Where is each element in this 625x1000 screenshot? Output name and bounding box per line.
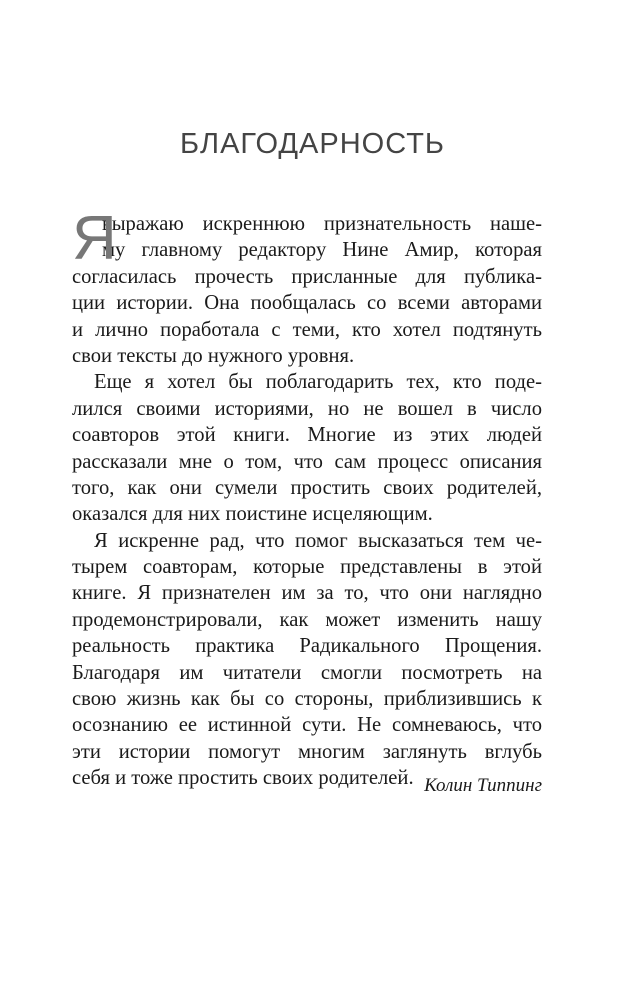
text-line: согласилась прочесть присланные для публика- (72, 265, 542, 288)
text-line: свою жизнь как бы со стороны, приблизившись к (72, 688, 542, 711)
text-line: реальность практика Радикального Прощения. (72, 635, 542, 658)
text-line: Еще я хотел бы поблагодарить тех, кто поде- (94, 371, 542, 394)
text-line: Я искренне рад, что помог высказаться тем че- (94, 529, 542, 552)
text-line: оказался для них поистине исцеляющим. (72, 503, 433, 526)
text-line: рассказали мне о том, что сам процесс описания (72, 450, 542, 473)
paragraph-1 (72, 204, 542, 369)
text-line: Благодаря им читатели смогли посмотреть на (72, 661, 542, 684)
drop-cap: Я (72, 204, 117, 273)
text-line: свои тексты до нужного уровня. (72, 344, 355, 367)
author-signature: Колин Типпинг (424, 775, 542, 796)
page-title: БЛАГОДАРНОСТЬ (180, 128, 445, 160)
text-line: осознанию ее истинной сути. Не сомневаюсь, что (72, 714, 542, 737)
text-line: того, как они сумели простить своих родителей, (72, 476, 542, 499)
paragraph-2 (72, 369, 542, 527)
text-line: му главному редактору Нине Амир, которая (102, 239, 542, 262)
text-line: ции истории. Она пообщалась со всеми авторами (72, 292, 542, 315)
text-line: соавторов этой книги. Многие из этих людей (72, 424, 542, 447)
paragraph-3 (72, 528, 542, 792)
acknowledgements-text (72, 204, 542, 792)
text-line: лился своими историями, но не вошел в число (72, 397, 542, 420)
text-line: и лично поработала с теми, кто хотел подтянуть (72, 318, 542, 341)
text-line: тырем соавторам, которые представлены в этой (72, 556, 542, 579)
text-line: продемонстрировали, как может изменить нашу (72, 608, 542, 631)
text-line: себя и тоже простить своих родителей. (72, 767, 414, 790)
text-line: книге. Я признателен им за то, что они наглядно (72, 582, 542, 605)
text-line: выражаю искреннюю признательность наше- (102, 213, 542, 235)
text-line: эти истории помогут многим заглянуть вглубь (72, 740, 542, 763)
